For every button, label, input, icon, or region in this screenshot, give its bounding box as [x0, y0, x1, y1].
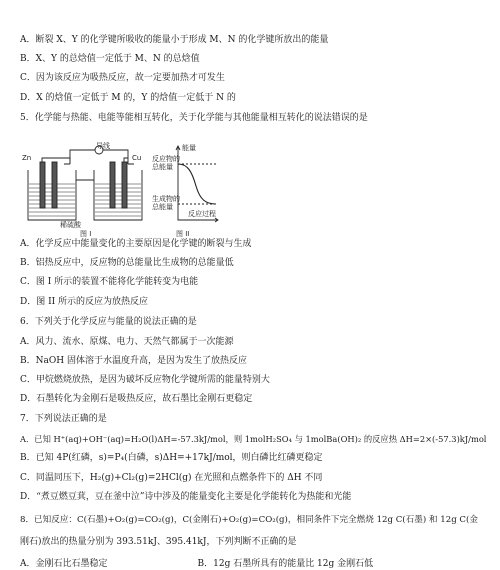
- q5-option-d: D．图 II 所示的反应为放热反应: [20, 297, 149, 307]
- q8-stem: 8．已知反应：C(石墨)+O₂(g)=CO₂(g)，C(金刚石)+O₂(g)=CO₂(g)，相同条件下完全燃烧 12g C(石墨) 和 12g C(金: [20, 515, 478, 525]
- q5-option-b: B．铝热反应中，反应物的总能量比生成物的总能量低: [20, 258, 234, 268]
- q6-option-b: B．NaOH 固体溶于水温度升高，是因为发生了放热反应: [20, 356, 247, 366]
- q7-option-b: B．已知 4P(红磷，s)=P₄(白磷，s)ΔH=+17kJ/mol，则白磷比红磷更稳定: [20, 453, 323, 463]
- q6-option-c: C．甲烷燃烧放热，是因为破坏反应物化学键所需的能量特别大: [20, 375, 270, 385]
- q7-option-a: A．已知 H⁺(aq)+OH⁻(aq)=H₂O(l)ΔH=-57.3kJ/mol，则 1molH₂SO₄ 与 1molBa(OH)₂ 的反应热 ΔH=2×(-57.3)kJ/mol: [20, 434, 487, 444]
- zn-label: Zn: [22, 154, 32, 162]
- q5-option-c: C．图 I 所示的装置不能将化学能转变为电能: [20, 277, 199, 287]
- solution-label: 稀硫酸: [60, 221, 81, 229]
- cu-electrode: [110, 162, 115, 208]
- galvanic-cell-diagram: [28, 146, 142, 220]
- q6-option-a: A．风力、流水、原煤、电力、天然气都属于一次能源: [20, 337, 234, 347]
- q4-option-d: D．X 的焓值一定低于 M 的，Y 的焓值一定低于 N 的: [20, 93, 236, 103]
- figure-2-caption: 图 II: [176, 230, 190, 238]
- q5-option-a: A．化学反应中能量变化的主要原因是化学键的断裂与生成: [20, 239, 252, 249]
- q6-option-d: D．石墨转化为金刚石是吸热反应，故石墨比金刚石更稳定: [20, 394, 253, 404]
- q7-option-c: C．同温同压下，H₂(g)+Cl₂(g)=2HCl(g) 在光照和点燃条件下的 ΔH 不同: [20, 473, 323, 483]
- wire-label: 导线: [96, 142, 110, 150]
- energy-axes: [178, 146, 218, 220]
- figure-1-caption: 图 I: [80, 230, 92, 238]
- energy-curve: [178, 164, 216, 204]
- reactant-label-1: 反应物的: [152, 155, 180, 163]
- question-5-figure: [20, 142, 220, 238]
- right-beaker: [94, 170, 142, 220]
- q8-stem-continued: 刚石)放出的热量分别为 393.51kJ、395.41kJ，下列判断不正确的是: [20, 537, 297, 547]
- zn-electrode: [40, 162, 45, 208]
- q7-stem: 7．下列说法正确的是: [20, 414, 107, 424]
- cu-label: Cu: [132, 154, 142, 162]
- q7-option-d: D．“煮豆燃豆萁，豆在釜中泣”诗中涉及的能量变化主要是化学能转化为热能和光能: [20, 492, 352, 502]
- q5-stem: 5．化学能与热能、电能等能相互转化，关于化学能与其他能量相互转化的说法错误的是: [20, 113, 368, 123]
- q4-option-c: C．因为该反应为吸热反应，故一定要加热才可发生: [20, 73, 225, 83]
- q4-option-b: B．X、Y 的总焓值一定低于 M、N 的总焓值: [20, 54, 200, 64]
- energy-axis-label: 能量: [182, 144, 196, 152]
- product-label-1: 生成物的: [152, 195, 180, 203]
- q4-option-a: A．断裂 X、Y 的化学键所吸收的能量小于形成 M、N 的化学键所放出的能量: [20, 35, 329, 45]
- figure-svg: [20, 142, 220, 238]
- x-axis-label: 反应过程: [188, 210, 216, 218]
- partially-visible-line: [0, 556, 500, 569]
- q8-options-partial: A．金刚石比石墨稳定 B．12g 石墨所具有的能量比 12g 金刚石低: [20, 559, 374, 569]
- q6-stem: 6．下列关于化学反应与能量的说法正确的是: [20, 317, 197, 327]
- product-label-2: 总能量: [152, 203, 173, 211]
- reactant-label-2: 总能量: [152, 163, 173, 171]
